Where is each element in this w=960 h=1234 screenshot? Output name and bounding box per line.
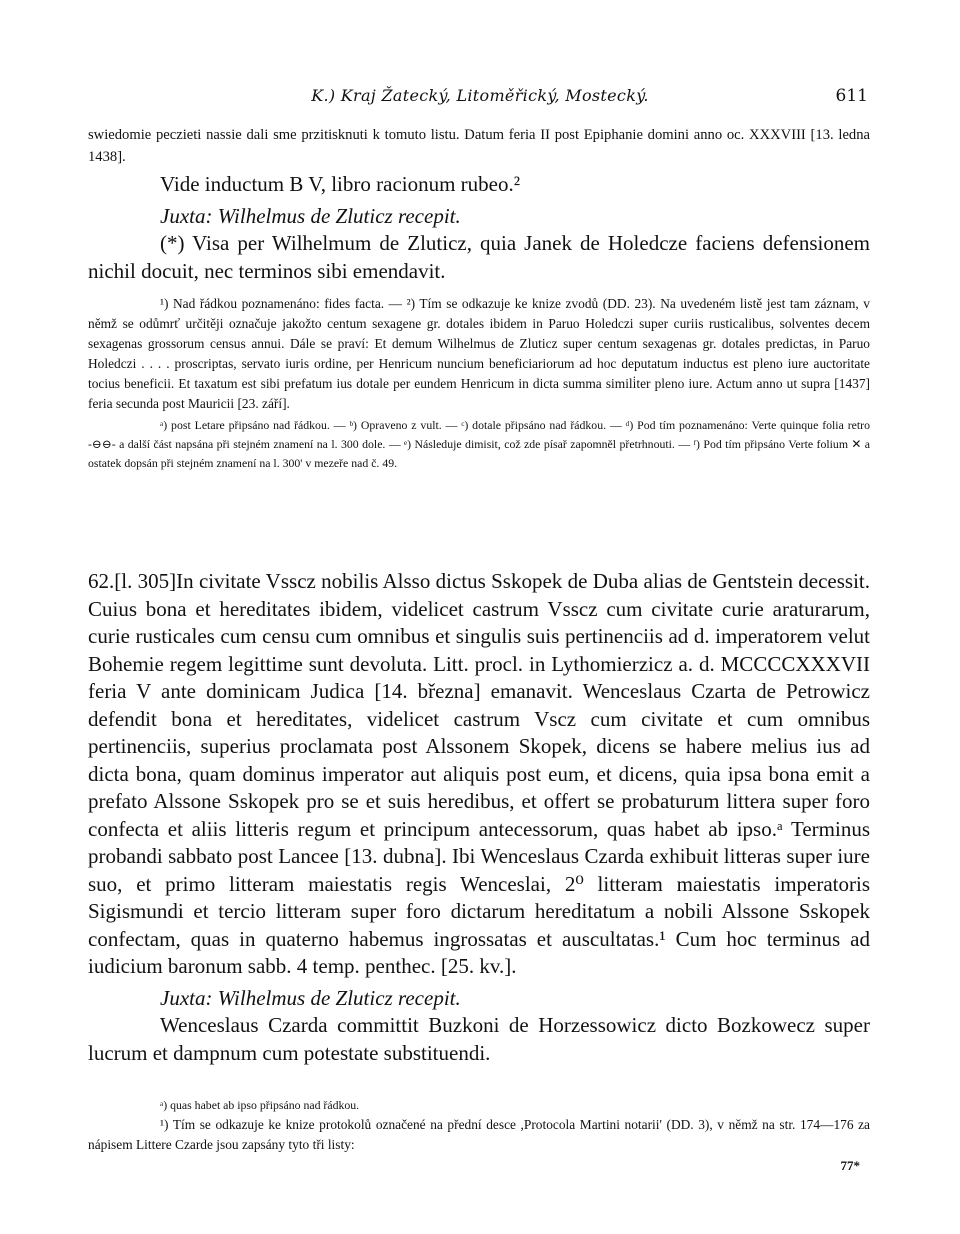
- footnote-block-2: ᵃ) post Letare připsáno nad řádkou. — ᵇ) Opraveno z vult. — ᶜ) dotale připsáno nad řádkou. — ᵈ) Pod tím poznamenáno: Verte quinque folia retro -⊖⊖- a další část napsána při stejném znamení na l. 300 dole. — ᵉ) Následuje dimisit, což zde písař zapomněl přetrhnouti. — ᶠ) Pod tím připsáno Verte folium ✕ a ostatek dopsán při stejném znamení na l. 300' v mezeře nad č. 49.: [88, 418, 870, 470]
- signature-mark: 77*: [840, 1158, 860, 1173]
- entry-62: [88, 568, 870, 1067]
- entry-62-paragraph: 62.[l. 305]In civitate Vsscz nobilis Alsso dictus Sskopek de Duba alias de Gentstein decessit. Cuius bona et hereditates ibidem, videlicet castrum Vsscz cum civitate curie araturarum, curie rusticales cum censu cum omnibus et singulis suis pertinenciis ad d. imperatorem velut Bohemie regem legittime sunt devoluta. Litt. procl. in Lythomierzicz a. d. MCCCCXXXVII feria V ante dominicam Judica [14. března] emanavit. Wenceslaus Czarta de Petrowicz defendit bona et hereditates, videlicet castrum Vscz cum civitate et cum omnibus pertinenciis, superius proclamata post Alssonem Skopek, dicens se habere melius ius ad dicta bona, quam dominus imperator aut aliquis post eum, et dicens, quia ipsa bona emit a prefato Alssone Sskopek pro se et suis heredibus, et offert se probaturum littera super foro confecta et aliis litteris regum et principum antecessorum, quas habet ab ipso.ᵃ Terminus probandi sabbato post Lancee [13. dubna]. Ibi Wenceslaus Czarda exhibuit litteras super iure suo, et primo litteram maiestatis regis Wenceslai, 2⁰ litteram maiestatis imperatoris Sigismundi et tercio litteram super foro dictarum hereditatum a nobili Alssone Sskopek confectam, quas in quaterno habemus ingrossatas et auscultatas.¹ Cum hoc terminus ad iudicium baronum sabb. 4 temp. penthec. [25. kv.].: [88, 569, 870, 978]
- vide-line: Vide inductum B V, libro racionum rubeo.²: [160, 172, 521, 196]
- bottom-footnotes: [88, 1096, 870, 1155]
- continued-text: swiedomie peczieti nassie dali sme przitisknuti k tomuto listu. Datum feria II post Epiphanie domini anno oc. XXXVIII [13. ledna 1438].: [88, 127, 870, 165]
- juxta-line: Juxta: Wilhelmus de Zluticz recepit.: [160, 203, 461, 228]
- entry-62-commission: Wenceslaus Czarda committit Buzkoni de Horzessowicz dicto Bozkowecz super lucrum et dampnum cum potestate substituendi.: [88, 1013, 870, 1065]
- footnote-a: ᵃ) quas habet ab ipso připsáno nad řádkou.: [160, 1098, 360, 1112]
- top-section: [88, 124, 870, 473]
- footnote-block-1: ¹) Nad řádkou poznamenáno: fides facta. — ²) Tím se odkazuje ke knize zvodů (DD. 23). Na uvedeném listě jest tam záznam, v němž se odůmrť určitěji označuje jakožto centum sexagene gr. dotales ibidem in Paruo Holedczi super curiis rusticalibus, solventes decem sexagenas grossorum census annui. Dále se praví: Et demum Wilhelmus de Zluticz super centum sexagenas gr. dotales predictas, in Paruo Holedczi . . . . proscriptas, servato iuris ordine, per Henricum nuncium beneficiariorum ad hoc deputatum inductus est pleno iure auctoritate tocius beneficii. Et taxatum est sibi prefatum ius dotale per eundem Henricum in dicta summa simili̇ter pleno iure. Actum anno ut supra [1437] feria secunda post Mauricii [23. září].: [88, 296, 870, 411]
- visa-paragraph: (*) Visa per Wilhelmum de Zluticz, quia Janek de Holedcze faciens defensionem nichil docuit, nec terminos sibi emendavit.: [88, 231, 870, 283]
- footnote-1: ¹) Tím se odkazuje ke knize protokolů označené na přední desce ,Protocola Martini notarii' (DD. 3), v němž na str. 174—176 za nápisem Littere Czarde jsou zapsány tyto tři listy:: [88, 1117, 870, 1152]
- page-number: 611: [835, 86, 868, 106]
- entry-62-juxta: Juxta: Wilhelmus de Zluticz recepit.: [160, 985, 461, 1010]
- running-header: K.) Kraj Žatecký, Litoměřický, Mostecký.: [311, 86, 649, 105]
